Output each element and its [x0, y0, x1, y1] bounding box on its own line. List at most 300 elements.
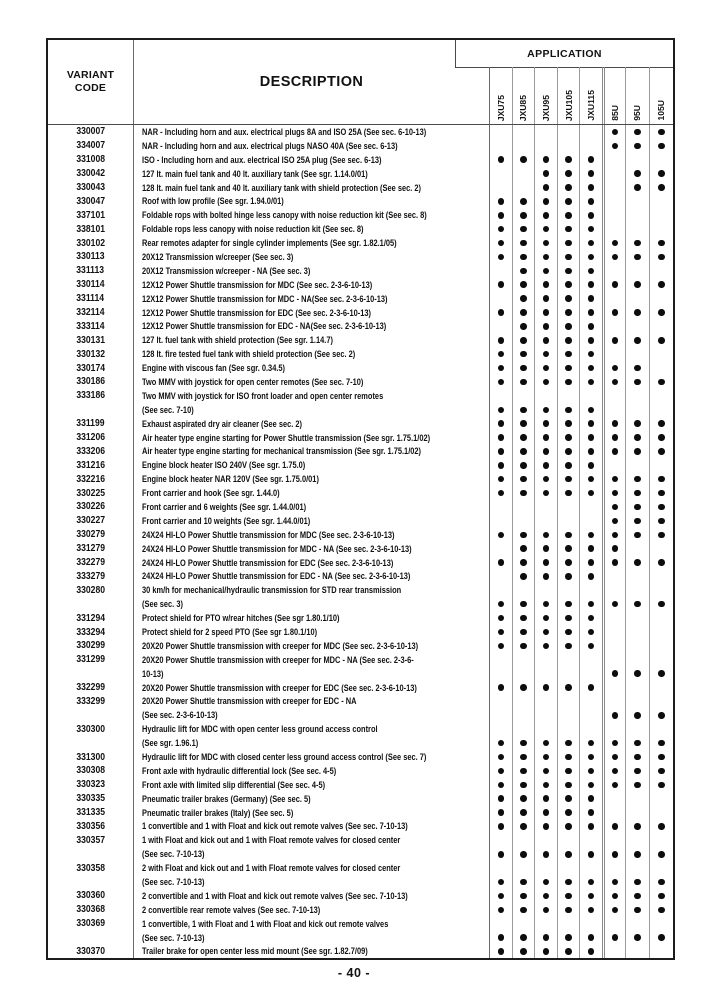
application-dot	[543, 559, 550, 566]
application-dot	[543, 809, 550, 816]
application-dot	[658, 559, 665, 566]
table-row-line	[48, 125, 673, 139]
application-cell	[512, 625, 535, 639]
application-cell	[579, 458, 602, 472]
application-dot	[543, 643, 550, 650]
variant-code-cell	[48, 458, 133, 472]
application-dot	[498, 434, 505, 441]
application-dot	[634, 490, 641, 497]
description-cell	[133, 472, 489, 486]
description-cell	[133, 431, 489, 445]
application-cell	[649, 667, 673, 681]
application-cell	[512, 903, 535, 917]
application-cell	[557, 931, 580, 945]
application-dot	[588, 309, 595, 316]
variant-code-cell	[48, 806, 133, 820]
application-dot	[634, 851, 641, 858]
application-dot	[520, 934, 527, 941]
application-dot	[520, 754, 527, 761]
application-dot	[634, 934, 641, 941]
application-cell	[602, 153, 625, 167]
application-cell	[579, 667, 602, 681]
application-cell	[534, 500, 557, 514]
application-cell	[625, 222, 649, 236]
application-cell	[602, 681, 625, 695]
description-cell	[133, 583, 489, 597]
application-dot	[612, 823, 619, 830]
application-dot	[658, 281, 665, 288]
application-cell	[625, 583, 649, 597]
application-cell	[579, 875, 602, 889]
application-dot	[634, 893, 641, 900]
description-cell	[133, 417, 489, 431]
application-cell	[625, 472, 649, 486]
description-text: 30 km/h for mechanical/hydraulic transmission for STD rear transmission	[142, 585, 402, 596]
application-dot	[565, 337, 572, 344]
application-dot	[520, 323, 527, 330]
application-dot	[634, 907, 641, 914]
application-cell	[602, 278, 625, 292]
application-cell	[625, 875, 649, 889]
application-dot	[588, 490, 595, 497]
application-cell	[625, 597, 649, 611]
table-row-line	[48, 583, 673, 597]
application-cell	[602, 139, 625, 153]
application-cell	[557, 611, 580, 625]
description-text: Front axle with hydraulic differential lock (See sec. 4-5)	[142, 765, 337, 776]
variant-code-header-line1: VARIANT	[66, 69, 115, 81]
description-text: 127 lt. main fuel tank and 40 lt. auxiliary tank (See sgr. 1.14.0/01)	[142, 168, 368, 179]
description-text: Engine with viscous fan (See sgr. 0.34.5)	[142, 363, 286, 374]
table-row-line	[48, 333, 673, 347]
application-dot	[588, 268, 595, 275]
application-cell	[557, 347, 580, 361]
application-cell	[649, 208, 673, 222]
application-cell	[489, 486, 512, 500]
application-cell	[579, 361, 602, 375]
application-column-label: 95U	[632, 105, 643, 121]
application-dot	[588, 226, 595, 233]
application-cell	[579, 597, 602, 611]
variant-code-cell	[48, 264, 133, 278]
application-dot	[634, 337, 641, 344]
application-dot	[588, 462, 595, 469]
description-text: 1 convertible and 1 with Float and kick out remote valves (See sec. 7-10-13)	[142, 821, 408, 832]
application-cell	[512, 139, 535, 153]
variant-code-cell	[48, 542, 133, 556]
table-row-line	[48, 347, 673, 361]
application-column-label: JXU115	[586, 90, 597, 121]
application-cell	[489, 833, 512, 847]
application-cell	[625, 806, 649, 820]
application-cell	[512, 695, 535, 709]
application-dot	[634, 170, 641, 177]
table-row-line	[48, 208, 673, 222]
application-dot	[520, 268, 527, 275]
description-cell	[133, 875, 489, 889]
table-body	[48, 125, 673, 958]
application-cell	[557, 306, 580, 320]
application-cell	[489, 583, 512, 597]
description-cell	[133, 667, 489, 681]
variant-code-cell	[48, 333, 133, 347]
application-cell	[557, 389, 580, 403]
application-cell	[489, 931, 512, 945]
application-dot	[658, 893, 665, 900]
application-cell	[512, 250, 535, 264]
description-cell	[133, 139, 489, 153]
description-text: 12X12 Power Shuttle transmission for EDC - NA(See sec. 2-3-6-10-13)	[142, 321, 387, 332]
variant-code-cell	[48, 556, 133, 570]
application-dot	[498, 448, 505, 455]
application-cell	[602, 931, 625, 945]
application-cell	[579, 319, 602, 333]
table-row-line	[48, 153, 673, 167]
variant-code-cell	[48, 306, 133, 320]
application-cell	[534, 514, 557, 528]
application-cell	[557, 570, 580, 584]
application-cell	[602, 125, 625, 139]
application-cell	[579, 125, 602, 139]
description-text: Hydraulic lift for MDC with closed center less ground access control (See sec. 7)	[142, 752, 427, 763]
application-cell	[649, 833, 673, 847]
description-cell	[133, 444, 489, 458]
application-cell	[602, 570, 625, 584]
application-dot	[588, 351, 595, 358]
application-cell	[557, 764, 580, 778]
application-cell	[557, 194, 580, 208]
application-dot	[634, 129, 641, 136]
description-text: Protect shield for PTO w/rear hitches (See sgr 1.80.1/10)	[142, 613, 340, 624]
application-cell	[557, 208, 580, 222]
application-cell	[512, 153, 535, 167]
application-dot	[498, 907, 505, 914]
application-cell	[489, 472, 512, 486]
application-dot	[588, 782, 595, 789]
description-cell	[133, 542, 489, 556]
application-dot	[612, 768, 619, 775]
description-cell	[133, 153, 489, 167]
application-column-header	[489, 67, 512, 124]
description-text: (See sec. 7-10-13)	[142, 932, 205, 943]
application-cell	[512, 167, 535, 181]
application-cell	[625, 903, 649, 917]
application-cell	[512, 181, 535, 195]
application-cell	[534, 403, 557, 417]
application-cell	[649, 194, 673, 208]
application-dot	[543, 851, 550, 858]
application-cell	[534, 750, 557, 764]
application-cell	[512, 431, 535, 445]
application-cell	[602, 736, 625, 750]
application-dot	[520, 476, 527, 483]
description-text: Engine block heater NAR 120V (See sgr. 1.75.0/01)	[142, 474, 319, 485]
application-cell	[534, 181, 557, 195]
application-dot	[588, 684, 595, 691]
application-dot	[588, 365, 595, 372]
application-dot	[520, 851, 527, 858]
application-cell	[534, 347, 557, 361]
application-dot	[588, 337, 595, 344]
application-dot	[565, 240, 572, 247]
application-cell	[649, 333, 673, 347]
table-row-line	[48, 778, 673, 792]
application-dot	[612, 545, 619, 552]
description-text: 12X12 Power Shuttle transmission for EDC (See sec. 2-3-6-10-13)	[142, 307, 371, 318]
application-dot	[588, 532, 595, 539]
application-dot	[520, 643, 527, 650]
application-cell	[625, 861, 649, 875]
table-row-line	[48, 528, 673, 542]
variant-code: 332114	[76, 307, 105, 319]
application-cell	[579, 167, 602, 181]
application-cell	[579, 931, 602, 945]
application-cell	[579, 653, 602, 667]
application-dot	[498, 754, 505, 761]
variant-code-cell	[48, 889, 133, 903]
application-cell	[625, 153, 649, 167]
application-cell	[512, 194, 535, 208]
table-row-line	[48, 653, 673, 667]
application-cell	[512, 875, 535, 889]
application-cell	[557, 792, 580, 806]
description-cell	[133, 181, 489, 195]
application-cell	[489, 125, 512, 139]
application-dot	[658, 532, 665, 539]
application-dot	[612, 379, 619, 386]
description-text: Front carrier and hook (See sgr. 1.44.0)	[142, 488, 280, 499]
application-cell	[534, 667, 557, 681]
application-cell	[489, 417, 512, 431]
application-cell	[512, 125, 535, 139]
description-cell	[133, 722, 489, 736]
application-dot	[520, 740, 527, 747]
table-row-line	[48, 611, 673, 625]
application-cell	[625, 181, 649, 195]
application-dot	[565, 740, 572, 747]
application-cell	[489, 319, 512, 333]
application-cell	[557, 778, 580, 792]
application-dot	[658, 754, 665, 761]
variant-code-cell	[48, 597, 133, 611]
application-dot	[520, 448, 527, 455]
application-dot	[520, 615, 527, 622]
application-cell	[534, 583, 557, 597]
application-dot	[588, 184, 595, 191]
table-row-line	[48, 292, 673, 306]
application-cell	[579, 389, 602, 403]
application-cell	[512, 792, 535, 806]
application-cell	[579, 431, 602, 445]
application-cell	[625, 486, 649, 500]
application-dot	[543, 268, 550, 275]
application-cell	[602, 375, 625, 389]
variant-code-cell	[48, 861, 133, 875]
application-dot	[658, 879, 665, 886]
application-dot	[543, 476, 550, 483]
application-cell	[557, 319, 580, 333]
application-cell	[512, 750, 535, 764]
application-cell	[534, 208, 557, 222]
table-row-line	[48, 444, 673, 458]
application-cell	[557, 820, 580, 834]
application-cell	[557, 514, 580, 528]
application-dot	[588, 823, 595, 830]
application-dot	[498, 879, 505, 886]
application-dot	[498, 240, 505, 247]
application-dot	[543, 782, 550, 789]
application-cell	[512, 236, 535, 250]
application-cell	[512, 528, 535, 542]
description-text: NAR - Including horn and aux. electrical plugs NASO 40A (See sec. 6-13)	[142, 140, 398, 151]
description-cell	[133, 570, 489, 584]
application-dot	[498, 254, 505, 261]
application-cell	[534, 695, 557, 709]
application-cell	[625, 528, 649, 542]
application-cell	[489, 611, 512, 625]
description-cell	[133, 236, 489, 250]
application-cell	[649, 542, 673, 556]
application-dot	[612, 281, 619, 288]
application-cell	[557, 708, 580, 722]
variant-code: 331113	[76, 265, 105, 277]
application-cell	[489, 500, 512, 514]
application-cell	[602, 722, 625, 736]
application-cell	[625, 500, 649, 514]
application-dot	[634, 740, 641, 747]
variant-code-cell	[48, 639, 133, 653]
application-dot	[612, 934, 619, 941]
application-dot	[658, 518, 665, 525]
application-dot	[498, 379, 505, 386]
application-cell	[625, 403, 649, 417]
application-cell	[512, 417, 535, 431]
application-column-header	[557, 67, 580, 124]
application-cell	[534, 639, 557, 653]
application-dot	[565, 170, 572, 177]
description-cell	[133, 319, 489, 333]
application-cell	[602, 500, 625, 514]
variant-code-cell	[48, 722, 133, 736]
application-cell	[649, 264, 673, 278]
application-cell	[602, 458, 625, 472]
description-cell	[133, 250, 489, 264]
application-cell	[557, 153, 580, 167]
application-dot	[588, 948, 595, 955]
application-dot	[612, 476, 619, 483]
application-cell	[625, 458, 649, 472]
application-dot	[588, 212, 595, 219]
variant-code-cell	[48, 389, 133, 403]
application-cell	[534, 458, 557, 472]
application-dot	[588, 934, 595, 941]
variant-code-cell	[48, 431, 133, 445]
application-cell	[579, 847, 602, 861]
application-dot	[588, 254, 595, 261]
application-dot	[634, 420, 641, 427]
application-cell	[579, 181, 602, 195]
application-cell	[489, 917, 512, 931]
application-cell	[625, 820, 649, 834]
application-dot	[498, 615, 505, 622]
application-dot	[520, 948, 527, 955]
variant-code-header-line2: CODE	[74, 82, 107, 94]
description-cell	[133, 125, 489, 139]
application-cell	[602, 792, 625, 806]
variant-code: 330174	[76, 362, 105, 374]
application-cell	[649, 444, 673, 458]
application-cell	[557, 597, 580, 611]
variant-code: 331199	[76, 418, 105, 430]
application-cell	[649, 653, 673, 667]
application-dot	[498, 476, 505, 483]
application-cell	[489, 570, 512, 584]
application-cell	[512, 931, 535, 945]
application-cell	[579, 889, 602, 903]
application-cell	[489, 820, 512, 834]
application-header-box	[455, 40, 673, 68]
application-cell	[579, 764, 602, 778]
application-dot	[658, 601, 665, 608]
application-cell	[534, 236, 557, 250]
application-cell	[512, 653, 535, 667]
variant-code: 330225	[76, 487, 105, 499]
application-cell	[489, 292, 512, 306]
application-dot	[520, 462, 527, 469]
application-cell	[489, 681, 512, 695]
application-dot	[565, 809, 572, 816]
application-dot	[520, 809, 527, 816]
application-dot	[658, 184, 665, 191]
description-text: 20X12 Transmission w/creeper - NA (See sec. 3)	[142, 265, 311, 276]
application-dot	[658, 309, 665, 316]
application-dot	[588, 420, 595, 427]
application-cell	[557, 139, 580, 153]
application-cell	[557, 264, 580, 278]
application-cell	[489, 847, 512, 861]
application-cell	[602, 361, 625, 375]
description-header	[133, 40, 489, 124]
application-dot	[498, 601, 505, 608]
application-dot	[634, 601, 641, 608]
description-cell	[133, 708, 489, 722]
description-text: (See sec. 2-3-6-10-13)	[142, 710, 218, 721]
application-cell	[534, 417, 557, 431]
variant-code-cell	[48, 625, 133, 639]
application-cell	[579, 417, 602, 431]
application-dot	[543, 254, 550, 261]
description-cell	[133, 639, 489, 653]
description-text: (See sec. 3)	[142, 599, 183, 610]
application-cell	[512, 945, 535, 959]
table-row-line	[48, 917, 673, 931]
application-cell	[489, 750, 512, 764]
application-cell	[602, 472, 625, 486]
table-row-line	[48, 500, 673, 514]
application-dot	[612, 754, 619, 761]
application-cell	[649, 528, 673, 542]
description-text: Foldable rops with bolted hinge less canopy with noise reduction kit (See sec. 8)	[142, 210, 427, 221]
description-text: Trailer brake for open center less mid mount (See sgr. 1.82.7/09)	[142, 946, 368, 957]
application-dot	[520, 212, 527, 219]
application-dot	[520, 337, 527, 344]
application-cell	[649, 820, 673, 834]
application-cell	[579, 222, 602, 236]
application-cell	[512, 611, 535, 625]
application-dot	[588, 740, 595, 747]
application-cell	[625, 889, 649, 903]
description-text: 10-13)	[142, 668, 164, 679]
